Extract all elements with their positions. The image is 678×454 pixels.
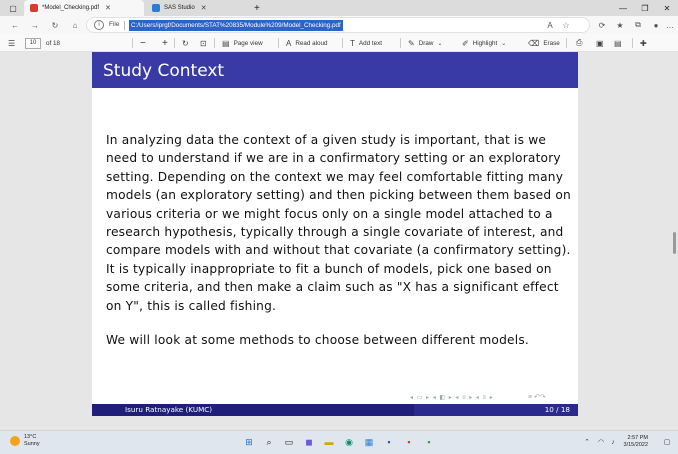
tab-model-checking[interactable] bbox=[24, 0, 144, 16]
divider bbox=[174, 38, 175, 48]
divider bbox=[566, 38, 567, 48]
slide-title-bar bbox=[92, 52, 578, 88]
add-text-label: Add text bbox=[358, 39, 382, 47]
wifi-icon[interactable]: ◠ bbox=[597, 439, 605, 446]
minimize-icon[interactable]: — bbox=[619, 3, 627, 13]
draw-button[interactable] bbox=[408, 34, 446, 52]
notification-icon[interactable]: ▢ bbox=[663, 439, 671, 446]
close-tab-icon[interactable]: ✕ bbox=[200, 5, 207, 12]
erase-button[interactable] bbox=[528, 34, 560, 52]
windows-start-icon[interactable]: ⊞ bbox=[245, 436, 253, 447]
slide-footer bbox=[92, 404, 578, 416]
highlight-label: Highlight bbox=[472, 39, 498, 47]
highlight-button[interactable] bbox=[462, 34, 510, 52]
forward-icon[interactable]: → bbox=[31, 20, 39, 30]
taskbar bbox=[0, 430, 678, 454]
zoom-in-button[interactable]: + bbox=[162, 37, 168, 49]
back-icon[interactable]: ← bbox=[11, 20, 19, 30]
save-icon[interactable]: ▣ bbox=[596, 38, 604, 48]
clock[interactable] bbox=[624, 435, 648, 449]
teams-icon[interactable]: ◼ bbox=[305, 436, 313, 447]
save-as-icon[interactable]: ▤ bbox=[614, 38, 622, 48]
weather-widget[interactable] bbox=[10, 434, 40, 448]
page-total: of 18 bbox=[46, 39, 61, 47]
close-window-icon[interactable]: ✕ bbox=[663, 3, 671, 13]
address-bar[interactable] bbox=[86, 17, 590, 33]
close-tab-icon[interactable]: ✕ bbox=[105, 5, 111, 12]
tab-label: *Model_Checking.pdf bbox=[42, 5, 100, 11]
footer-page-number: 10 / 18 bbox=[544, 405, 570, 414]
weather-desc: Sunny bbox=[24, 441, 40, 447]
tab-label: SAS Studio bbox=[164, 5, 195, 11]
print-icon[interactable]: ⎙ bbox=[576, 38, 583, 47]
contents-icon[interactable]: ☰ bbox=[8, 38, 16, 48]
pdf-toolbar bbox=[0, 34, 678, 52]
slide-title: Study Context bbox=[103, 61, 225, 81]
favorite-star-icon[interactable]: ☆ bbox=[562, 20, 570, 30]
draw-label: Draw bbox=[418, 39, 434, 47]
page-view-icon: ▤ bbox=[222, 38, 230, 48]
file-explorer-icon[interactable]: ▬ bbox=[324, 437, 334, 447]
info-icon[interactable]: i bbox=[94, 20, 104, 30]
sas-icon bbox=[152, 4, 160, 12]
divider bbox=[132, 38, 133, 48]
address-row bbox=[0, 16, 678, 34]
more-icon[interactable]: … bbox=[666, 20, 674, 30]
favorites-icon[interactable]: ★ bbox=[616, 20, 624, 30]
divider bbox=[278, 38, 279, 48]
rotate-icon[interactable]: ↻ bbox=[182, 38, 189, 48]
task-view-icon[interactable]: ▭ bbox=[284, 436, 294, 447]
new-tab-button[interactable]: + bbox=[254, 2, 260, 14]
beamer-search-icons[interactable]: ≡ ↶↷ bbox=[528, 394, 546, 401]
read-aloud-icon: A bbox=[286, 38, 292, 48]
pdf-icon bbox=[30, 4, 38, 12]
pdf-page bbox=[92, 52, 578, 416]
slide-paragraph: We will look at some methods to choose between different models. bbox=[106, 333, 529, 348]
home-icon[interactable]: ⌂ bbox=[72, 20, 78, 30]
divider bbox=[632, 38, 633, 48]
collections-icon[interactable]: ⧉ bbox=[635, 20, 641, 29]
divider bbox=[124, 21, 125, 30]
word-icon[interactable]: ▪ bbox=[387, 437, 391, 447]
excel-icon[interactable]: ▪ bbox=[427, 437, 431, 447]
read-aloud-icon[interactable]: A bbox=[547, 20, 553, 30]
chevron-down-icon[interactable]: ⌄ bbox=[437, 40, 443, 47]
zoom-out-button[interactable]: − bbox=[140, 37, 146, 49]
add-text-icon: T bbox=[350, 38, 355, 48]
search-icon[interactable]: ⌕ bbox=[266, 436, 272, 447]
eraser-icon: ⌫ bbox=[528, 38, 540, 48]
store-icon[interactable]: ▦ bbox=[364, 436, 374, 447]
slide-paragraph: In analyzing data the context of a given study is important, that is we need to understand if we are in a confirmatory setting or an exploratory setting. Depending on the context we may feel comfortable fitting many models (an exploratory setting) and then picking between them based on various criteria or we might focus only on a single model attached to a research hypothesis, typically through a single covariate of interest, and compare models with and without that covariate (a confirmatory setting). It is typically inappropriate to fit a bunch of models, pick one based on some criteria, and then make a claim such as "X has a significant effect on Y", this is called fishing. bbox=[106, 133, 571, 313]
erase-label: Erase bbox=[543, 39, 560, 47]
url-text[interactable]: C:/Users/iprgf/Documents/STAT%20835/Module%209/Model_Checking.pdf bbox=[131, 22, 341, 29]
edge-icon[interactable]: ◉ bbox=[345, 436, 353, 447]
chevron-down-icon[interactable]: ⌄ bbox=[501, 40, 507, 47]
refresh-icon[interactable]: ↻ bbox=[51, 20, 59, 30]
add-text-button[interactable] bbox=[350, 34, 382, 52]
scheme-label: File bbox=[109, 21, 120, 28]
refresh-page-icon[interactable]: ⟳ bbox=[598, 20, 606, 30]
clock-date: 3/15/2022 bbox=[623, 442, 648, 448]
divider bbox=[214, 38, 215, 48]
highlight-icon: ✐ bbox=[462, 38, 469, 48]
divider bbox=[342, 38, 343, 48]
weather-temp: 13°C bbox=[24, 434, 37, 440]
fit-page-icon[interactable]: ⊡ bbox=[200, 38, 207, 48]
sun-icon bbox=[10, 436, 20, 446]
beamer-navigation-icons[interactable]: ◂ ▭ ▸ ◂ ◧ ▸ ◂ ≡ ▸ ◂ ≡ ▸ bbox=[410, 395, 494, 401]
tab-sas-studio[interactable] bbox=[146, 0, 246, 16]
read-aloud-button[interactable] bbox=[286, 34, 328, 52]
read-aloud-label: Read aloud bbox=[295, 39, 328, 47]
volume-icon[interactable]: ♪ bbox=[611, 438, 615, 446]
tab-strip bbox=[0, 0, 678, 16]
powerpoint-icon[interactable]: ▪ bbox=[407, 437, 411, 447]
maximize-icon[interactable]: ❐ bbox=[641, 3, 649, 13]
window-menu-icon[interactable]: ▢ bbox=[9, 3, 17, 13]
draw-icon: ✎ bbox=[408, 38, 415, 48]
divider bbox=[400, 38, 401, 48]
profile-icon[interactable]: ● bbox=[653, 20, 659, 30]
clock-time: 2:57 PM bbox=[627, 435, 648, 441]
page-view-label: Page view bbox=[233, 39, 263, 47]
system-tray-chevron-icon[interactable]: ⌃ bbox=[584, 439, 590, 446]
scrollbar-thumb[interactable] bbox=[673, 232, 676, 254]
footer-author: Isuru Ratnayake (KUMC) bbox=[92, 404, 414, 416]
page-view-button[interactable] bbox=[222, 34, 263, 52]
pin-icon[interactable]: ✚ bbox=[640, 38, 647, 48]
slide-body bbox=[106, 131, 572, 349]
page-number-input[interactable]: 10 bbox=[25, 38, 41, 49]
